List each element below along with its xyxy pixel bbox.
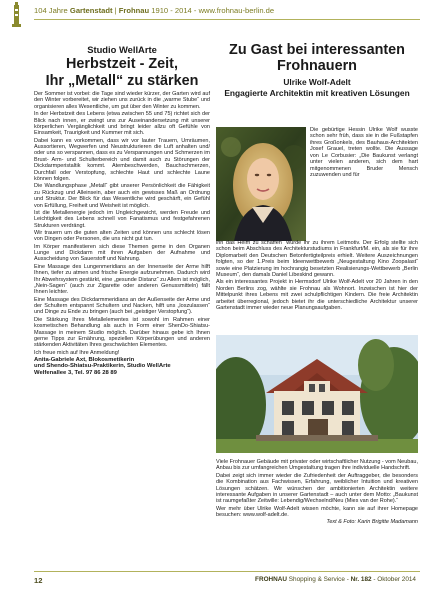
header-divider [34,19,420,20]
footer-divider [34,571,420,572]
page-header [0,0,424,30]
header-url[interactable]: www.frohnau-berlin.de [198,6,275,15]
photo-credit: Text & Foto: Karin Brigitte Madamann [326,519,418,526]
paragraph: Als ein interessantes Projekt in Hermsdorf Ulrike Wolf-Adelt vor 20 Jahren in den Norden Berlins zog, wählte sie Frohnau als Wohnort. Inzwischen ist hier der Mittelpunkt ihres Lebens mit zwei schulpflichtigen Kindern. Die freie Architektin arbeitet überregional, jedoch bietet ihr die unterschiedliche Architektur unserer Gartenstadt immer wieder neue Planungsaufgaben. [216,279,418,312]
paragraph: Die gebürtige Hessin Ulrike Wolf wusste schon sehr früh, dass sie in die Fußstapfen ihres Großonkels, des Bauhaus-Architekten Josef Grauel, treten wollte. Die Aussage von Le Corbusier: „Die Baukunst verlangt unter vielen anderen, sich dem hart mitgenommenen Bruder Mensch zuzuwenden und für [310,127,418,179]
paragraph: Ist die Metallenergie jedoch im Ungleichgewicht, werden Freude und Leichtigkeit des Lebens schnell von Fanatismus und festgefahrenen Strukturen verdrängt. [34,209,210,229]
tower-icon [9,2,24,28]
right-intro-wide [216,240,418,312]
contact-line: Anita-Gabriele Axt, Blokosmetikerin [34,356,135,363]
right-intro-narrow [310,127,418,179]
portrait-photo [216,127,306,241]
paragraph: Ich freue mich auf Ihre Anmeldung! [34,349,120,356]
paragraph: Der Sommer ist vorbei: die Tage sind wieder kürzer, der Garten wird auf den Winter vorbereitet, wir ziehen uns zurück in die „warme Stube“ und organisieren alles Wesentliche, um gut über den Winter zu kommen. [34,91,210,110]
paragraph: In der Herbstzeit des Lebens (etwa zwischen 55 und 75) richtet sich der Blick nach innen, er zwingt uns zur Auseinandersetzung mit unserer körperlichen Vergänglichkeit und bringt leider allzu oft Gefühle von Einsamkeit, Traurigkeit und Kummer mit sich. [34,111,210,137]
right-author: Ulrike Wolf-Adelt [283,77,351,87]
right-subtitle: Engagierte Architektin mit kreativen Lösungen [224,88,410,98]
page-footer [0,566,424,600]
paragraph: Im Körper manifestieren sich diese Themen gerne in den Organen Lunge und Dickdarm mit ihren Aufgaben der Aufnahme und Ausscheidung von Sauerstoff und Nahrung. [34,243,210,263]
paragraph: Wer mehr über Ulrike Wolf-Adelt wissen möchte, kann sie auf ihrer Homepage besuchen: www.wolf-adelt.de. [216,505,418,518]
paragraph: Die Wandlungsphase „Metall“ gibt unserer Persönlichkeit die Fähigkeit zu Rückzug und Alleinsein, aber auch ein gewisses Maß an Ordnung und Struktur. Der Blick für das Wesentliche wird geschärft, ein Gefühl von Erfüllung, Freiheit und Weisheit ist möglich. [34,183,210,209]
left-title-line1: Herbstzeit - Zeit, [66,56,178,72]
right-article-heading [216,42,418,98]
left-article-heading [34,42,210,89]
paragraph: Eine Massage des Dickdarmmeridians an der Außenseite der Arme und der Schultern entspannt Schultern und Nacken, hilft uns „loszulassen“ und Dinge zu Ende zu bringen (auch bei „geistiger Verstopfung“). [34,296,210,316]
right-article-ending [216,459,418,526]
paragraph: Wir trauern um die guten alten Zeiten und können uns schlecht lösen von Dingen oder Personen, die uns nicht gut tun. [34,229,210,243]
footer-info: FROHNAU Shopping & Service - Nr. 182 - Oktober 2014 [255,576,416,583]
right-title-line1: Zu Gast bei interessanten [229,42,405,58]
page-number: 12 [34,576,43,585]
paragraph: ihn das Heim zu schaffen“ wurde ihr zu ihrem Leitmotiv. Der Erfolg stellte sich schon beim Abschluss des Architekturstudiums in Frankfurt/M. ein, als sie für ihre Diplomarbeit den Deutschen Betonfertigteilpreis erhielt. Weitere Auszeichnungen folgten, so der 1.Preis beim Ideenwettbewerb „Neugestaltung Kino Zoopalast“ sowie eine Platzierung im hochrangig besetzten Realisierungs-Wettbewerb „Berlin Museum“, den damals Daniel Libeskind gewann. [216,240,418,279]
paragraph: Dabei zeigt sich immer wieder die Zufriedenheit der Auftraggeber, die besonders die Kombination aus Fachwissen, Erfahrung, weiblicher Intuition und kreativen Lösungen schätzen. Wir wünschen der ambitionierten Architektin weitere interessante Aufgaben in unserer Gartenstadt – auch unter dem Motto: „Baukunst ist raumgefaßter Zeitwille: Lebendig/Wechselnd/Neu (Mies van der Rohe).“ [216,472,418,505]
paragraph: Dabei kann es vorkommen, dass wir vor lauter Trauern, Umräumen, Aussortieren, Wegwerfen und Neustrukturieren die Luft anhalten und/ oder uns so verspannen, dass es zu Verspannungen und Schmerzen im Brust- Arm- und Schulterbereich und damit auch zu Störungen der Dickdarmperistaltik kommt. Atembeschwerden, Bauchschmerzen, Durchfall oder Verstopfung, schlechte Haut und schlechte Laune können folgen. [34,137,210,183]
paragraph: Viele Frohnauer Gebäude mit privater oder wirtschaftlicher Nutzung - vom Neubau, Anbau bis zur umfangreichen Umgestaltung tragen ihre individuelle Handschrift. [216,459,418,472]
left-article-body [34,91,210,376]
left-brand: Studio WellArte [87,44,157,55]
paragraph: Eine Massage des Lungenmeridians an der Innenseite der Arme hilft Ihnen, tiefer zu atmen und frische Energie aufzunehmen. Dadurch wird Ihr Abwehrsystem gestärkt, eine „gesunde Distanz“ zu Allem ist möglich, „Nein-Sagen“ (auch zur Zigarette oder anderen Genussmitteln) fällt Ihnen leichter. [34,263,210,296]
contact-line: Welfenallee 3, Tel. 97 86 28 89 [34,369,117,376]
right-title-line2: Frohnauern [277,58,357,74]
header-title: 104 Jahre Gartenstadt | Frohnau 1910 - 2014 - www.frohnau-berlin.de [34,6,275,15]
paragraph: Die Stärkung Ihres Metallelementes ist sowohl im Rahmen einer kosmetischen Behandlung als auch in Form einer ShenDo-Shiatsu-Massage in meinem Studio möglich. Darüber hinaus gebe ich Ihnen gerne Tipps zur Ernährung, speziellen Körperübungen und anderen stärkenden Aktivitäten Ihres geschwächten Elementes. [34,316,210,349]
contact-line: und Shendo-Shiatsu-Praktikerin, Studio WellArte [34,363,171,370]
left-title-line2: Ihr „Metall“ zu stärken [45,73,199,89]
house-photo [216,335,418,453]
contact-block [34,357,210,377]
